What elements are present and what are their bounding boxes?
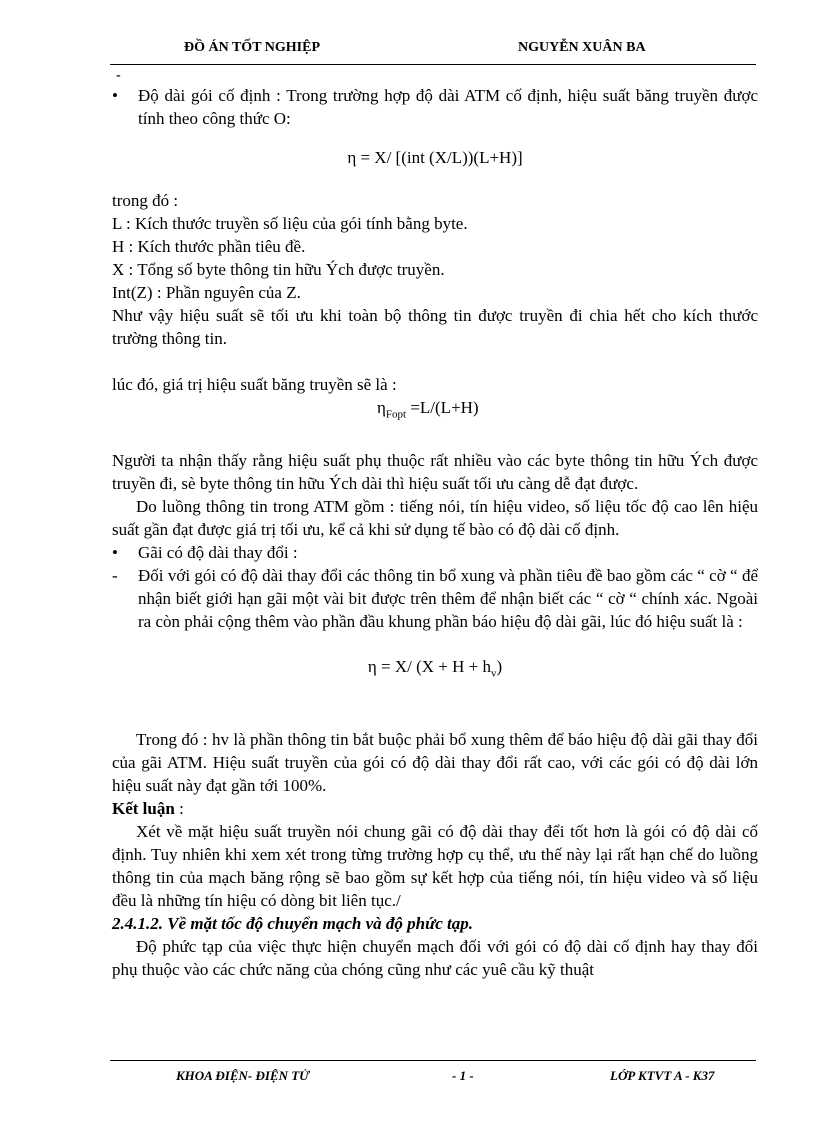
dash-icon: -: [112, 566, 118, 586]
header-left-title: ĐỒ ÁN TỐT NGHIỆP: [184, 40, 321, 55]
footer-faculty: KHOA ĐIỆN- ĐIỆN TỬ: [176, 1068, 310, 1083]
dash-item: [112, 564, 758, 633]
stray-dash-mark: -: [116, 68, 121, 83]
footer-page-number: - 1 -: [452, 1068, 474, 1083]
section-title: .4.1.2. Về mặt tốc độ chuyển mạch và độ phức tạp: [120, 913, 469, 933]
conclusion-colon: :: [174, 798, 184, 818]
definition-int: Int(Z) : Phần nguyên của Z.: [112, 283, 301, 302]
header-author: NGUYỄN XUÂN BA: [518, 40, 646, 55]
formula-efficiency-variable: [112, 655, 758, 685]
paragraph-text: Trong đó : hv là phần thông tin bắt buộc phải bổ xung thêm để báo hiệu độ dài gãi thay đổi của gãi ATM. Hiệu suất truyền của gói có độ dài thay đổi rất cao, với các gói có độ dài lớn hiệu suất này đạt gần tới 100%.: [112, 729, 758, 795]
bullet-icon: •: [112, 86, 118, 105]
paragraph-text: Người ta nhận thấy rằng hiệu suất phụ thuộc rất nhiều vào các byte thông tin hữu Ých được truyền đi, sè byte thông tin hữu Ých dài thì hiệu suất tối ưu càng dễ đạt được.: [112, 451, 758, 494]
paragraph-text: Đối với gói có độ dài thay đổi các thông tin bổ xung và phần tiêu đề bao gồm các “ cờ “ để nhận biết giới hạn gãi một vài bit được trên thêm để nhận biết các “ cờ “ chính xác. Ngoài ra còn phải cộng thêm vào phần đầu khung phần báo hiệu độ dài gãi, lúc đó hiệu suất là :: [138, 566, 758, 632]
paragraph-text: Xét về mặt hiệu suất truyền nói chung gãi có độ dài thay đểi tốt hơn là gói có độ dài cố định. Tuy nhiên khi xem xét trong từng trường hợp cụ thể, ưu thế này lại rất hạn chế do luồng thông tin của mạch băng rộng sẽ bao gồm sự kết hợp của tiếng nói, tín hiệu video và số liệu đều là những tín hiệu có dòng bit liên tục./: [112, 821, 758, 910]
bullet-item-variable-length: [112, 541, 758, 564]
footer-rule: [110, 1060, 756, 1061]
conclusion-heading: [112, 797, 758, 820]
bullet-item-fixed-length: [112, 84, 758, 130]
page-header: [0, 40, 816, 60]
definition-h: H : Kích thước phần tiêu đề.: [112, 237, 306, 256]
definition-x: X : Tổng số byte thông tin hữu Ých được truyền.: [112, 260, 445, 279]
formula-efficiency-optimal: [112, 396, 758, 426]
section-period: .: [468, 913, 474, 933]
formula-end: ): [496, 657, 503, 677]
bullet-icon: •: [112, 543, 118, 563]
paragraph-text: Như vậy hiệu suất sẽ tối ưu khi toàn bộ thông tin được truyền đi chia hết cho kích thước trường thông tin.: [112, 306, 758, 348]
page-body: [112, 84, 758, 981]
section-heading: [112, 912, 758, 935]
paragraph-text: Do luồng thông tin trong ATM gồm : tiếng nói, tín hiệu video, số liệu tốc độ cao lên hiệu suất gần đạt được giá trị tối ưu, kể cả khi sử dụng tế bào có độ dài cố định.: [112, 497, 758, 540]
formula-efficiency-fixed: η = X/ [(int (X/L))(L+H)]: [347, 148, 523, 167]
formula-main: η = X/ (X + H + h: [367, 657, 491, 677]
formula-subscript: v: [490, 667, 497, 680]
header-rule: [110, 64, 756, 65]
paragraph-text: trong đó :: [112, 191, 179, 210]
paragraph-text: Độ dài gói cố định : Trong trường hợp độ dài ATM cố định, hiệu suất băng truyền được tính theo công thức O:: [138, 86, 758, 128]
paragraph-text: lúc đó, giá trị hiệu suất băng truyền sẽ là :: [112, 375, 397, 394]
paragraph-text: Gãi có độ dài thay đổi :: [138, 543, 298, 563]
conclusion-label: Kết luận: [112, 798, 175, 818]
section-number: 2: [112, 913, 121, 933]
formula-rest: =L/(L+H): [406, 398, 479, 417]
formula-eta: η: [377, 398, 386, 417]
definition-l: L : Kích thước truyền số liệu của gói tính bằng byte.: [112, 214, 468, 233]
paragraph-text: Độ phức tạp của việc thực hiện chuyển mạch đối với gói có độ dài cố định hay thay đổi phụ thuộc vào các chức năng của chóng cũng như các yuê cầu kỹ thuật: [112, 936, 758, 979]
footer-class: LỚP KTVT A - K37: [610, 1068, 715, 1083]
formula-subscript: Fopt: [385, 408, 407, 421]
